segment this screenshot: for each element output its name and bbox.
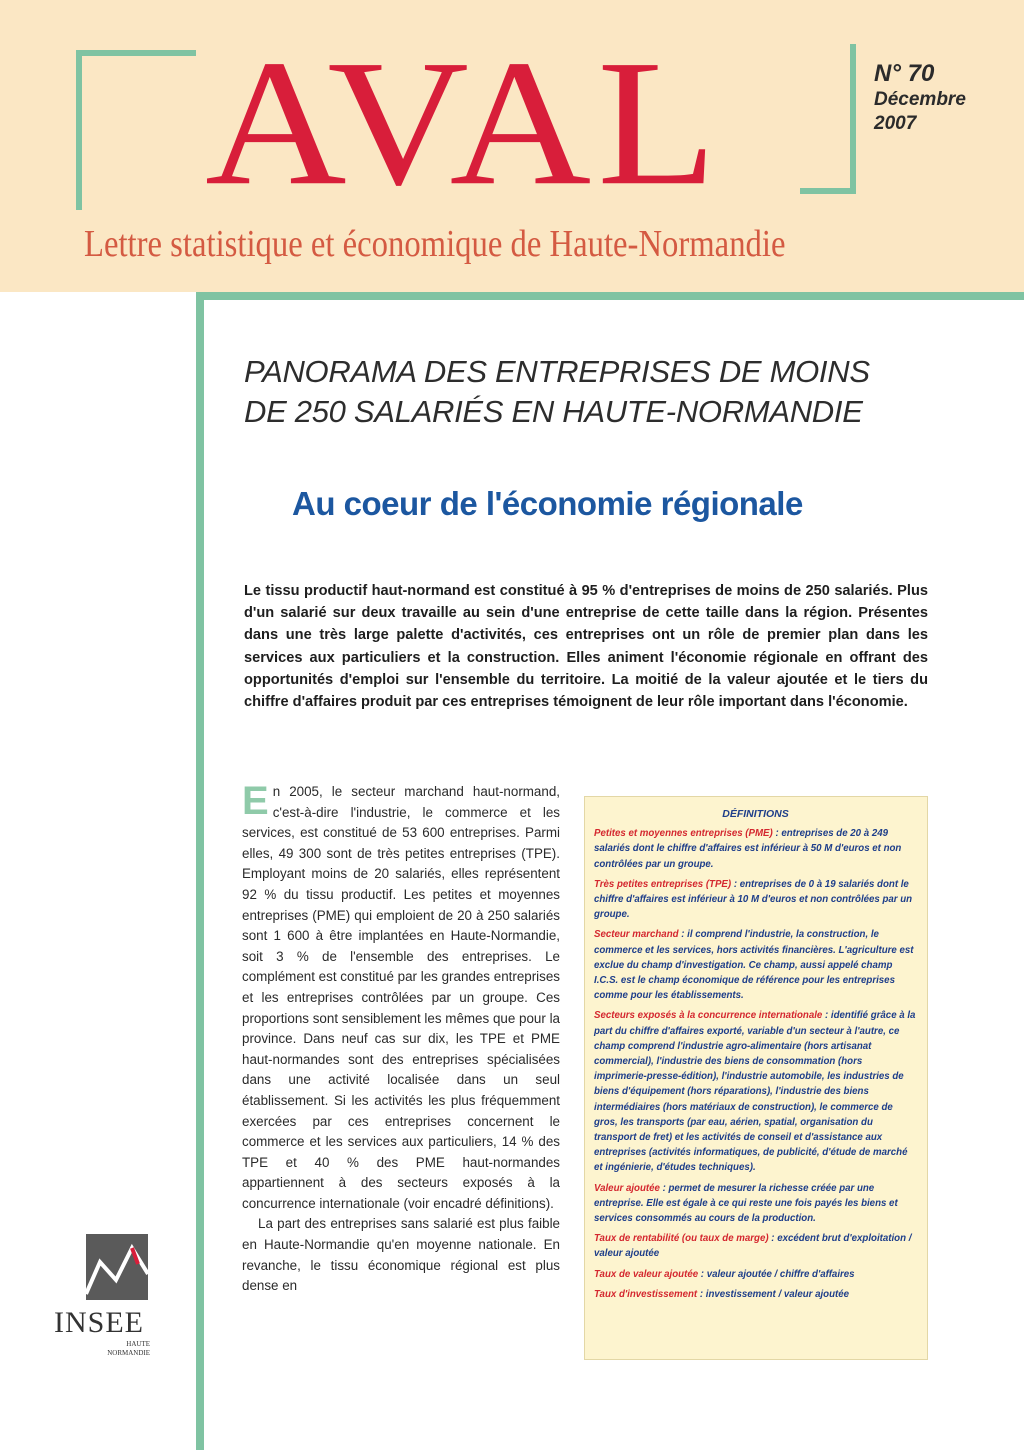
article-headline [244, 352, 944, 432]
definition-term: Taux de valeur ajoutée [594, 1268, 699, 1280]
definition-text: : valeur ajoutée / chiffre d'affaires [698, 1268, 855, 1280]
insee-logo-region-line-2: NORMANDIE [107, 1349, 150, 1357]
definition-item [594, 1181, 917, 1227]
definition-text: : investissement / valeur ajoutée [697, 1288, 850, 1300]
issue-number: N° 70 [874, 60, 935, 87]
insee-logo-mark-icon [86, 1234, 148, 1300]
lead-paragraph: Le tissu productif haut-normand est constitué à 95 % d'entreprises de moins de 250 salariés. Plus d'un salarié sur deux travaille au sein d'une entreprise de cette taille dans la région. Présentes dans une très large palette d'activités, ces entreprises ont un rôle de premier plan dans les services aux particuliers et la construction. Elles animent l'économie régionale en offrant des opportunités d'emploi sur l'ensemble du territoire. La moitié de la valeur ajoutée et le tiers du chiffre d'affaires produit par ces entreprises témoignent de leur rôle important dans l'économie. [244, 583, 928, 711]
masthead-bracket-left [76, 50, 82, 210]
definition-term: Secteur marchand [594, 929, 679, 941]
definition-term: Taux d'investissement [594, 1288, 698, 1300]
definition-term: Taux de rentabilité (ou taux de marge) [594, 1233, 769, 1245]
accent-rule-vertical [196, 292, 204, 1450]
masthead-bracket-right [850, 44, 856, 194]
headline-line-2: DE 250 SALARIÉS EN HAUTE-NORMANDIE [244, 394, 863, 429]
section-title: Au coeur de l'économie régionale [292, 485, 803, 522]
accent-rule-horizontal [196, 292, 1024, 300]
insee-logo-region-line-1: HAUTE [126, 1340, 150, 1348]
body-paragraph-1-text: n 2005, le secteur marchand haut-normand, c'est-à-dire l'industrie, le commerce et les services, est constitué de 53 600 entreprises. Parmi elles, 49 300 sont de très petites entreprises (TPE). Employant moins de 20 salariés, elles représentent 92 % du tissu productif. Les petites et moyennes entreprises (PME) qui emploient de 20 à 250 salariés sont 1 600 à être implantées en Haute-Normandie, soit 3 % de l'ensemble des entreprises. Le complément est constitué par les grandes entreprises et les entreprises contrôlées par un groupe. Ces proportions sont sensiblement les mêmes que pour la province. Dans neuf cas sur dix, les TPE et PME haut-normandes sont des entreprises spécialisées dans une activité localisée dans un seul établissement. Si les activités les plus fréquemment exercées par ces entreprises concernent le commerce et les services aux particuliers, 14 % des TPE et 40 % des PME haut-normandes appartiennent à des secteurs exposés à la concurrence internationale (voir encadré définitions). [242, 784, 560, 1211]
definition-text: : entreprises de 0 à 19 salariés dont le chiffre d'affaires est inférieur à 10 M d'euros et non contrôlées par un groupe. [594, 878, 913, 921]
drop-cap: E [242, 779, 269, 823]
definition-item [594, 927, 917, 1003]
definition-item [594, 1267, 917, 1282]
definition-text: : excédent brut d'exploitation / valeur ajoutée [594, 1233, 912, 1260]
publication-subtitle: Lettre statistique et économique de Haute-Normandie [84, 223, 786, 265]
insee-logo-name: INSEE [54, 1306, 144, 1339]
definitions-heading: DÉFINITIONS [722, 808, 789, 820]
definition-term: Très petites entreprises (TPE) [594, 878, 732, 890]
body-paragraph-1 [242, 779, 560, 1214]
insee-logo-mark [86, 1234, 148, 1300]
issue-info [874, 60, 966, 136]
definition-item [594, 1231, 917, 1261]
definition-text: : identifié grâce à la part du chiffre d'affaires exporté, variable d'un secteur à l'autre, ce champ comprend l'industrie agro-alimentaire (hors artisanat commercial), l'industrie des biens de consommation (hors imprimerie-presse-édition), l'industrie automobile, les industries de biens d'équipement (hors réparations), l'industrie des biens intermédiaires (hors matériaux de construction), le commerce de gros, les transports (par eau, aérien, spatial, organisation du transport de fret) et les activités de conseil et d'assistance aux entreprises (activités informatiques, de publicité, d'étude de marché et ingénierie, d'études techniques). [594, 1010, 916, 1174]
definition-item [594, 1008, 917, 1175]
definition-term: Secteurs exposés à la concurrence internationale [594, 1010, 823, 1022]
insee-logo-region [84, 1340, 150, 1358]
insee-logo [54, 1234, 154, 1364]
issue-month: Décembre [874, 89, 966, 110]
definition-text: : entreprises de 20 à 249 salariés dont le chiffre d'affaires est inférieur à 50 M d'euros et non contrôlées par un groupe. [594, 828, 902, 870]
issue-year: 2007 [874, 113, 917, 134]
headline-line-1: PANORAMA DES ENTREPRISES DE MOINS [244, 354, 870, 389]
definition-term: Petites et moyennes entreprises (PME) [594, 828, 773, 840]
definition-item [594, 826, 917, 872]
publication-title: AVAL [205, 23, 723, 223]
definition-text: : permet de mesurer la richesse créée par une entreprise. Elle est égale à ce qui reste une fois payés les biens et services consommés au cours de la production. [594, 1182, 898, 1225]
definitions-box [584, 796, 928, 1360]
body-paragraph-2: La part des entreprises sans salarié est plus faible en Haute-Normandie qu'en moyenne nationale. En revanche, le tissu économique régional est plus dense en [242, 1216, 560, 1294]
definition-item [594, 877, 917, 923]
body-column [242, 779, 560, 1297]
definition-term: Valeur ajoutée [594, 1182, 660, 1194]
definition-text: : il comprend l'industrie, la construction, le commerce et les services, hors activités financières. L'agriculture est exclue du champ d'investigation. Ce champ, aussi appelé champ I.C.S. est le champ économique de référence pour les entreprises comme pour les établissements. [594, 929, 914, 1002]
definition-item [594, 1287, 917, 1302]
